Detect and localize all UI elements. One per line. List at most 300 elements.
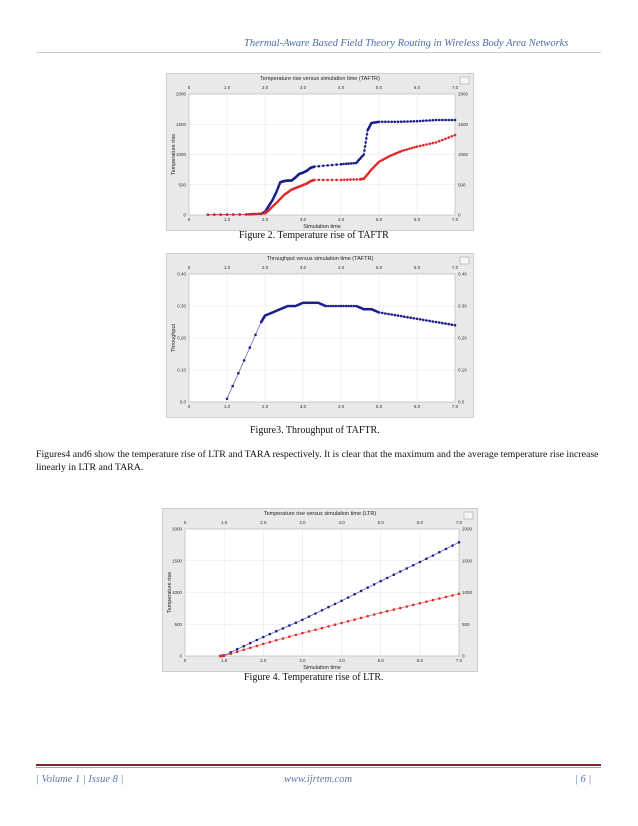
data-point [422, 120, 425, 123]
x-tick-label-top: 4.0 [338, 520, 345, 525]
data-point [413, 317, 416, 320]
data-point [318, 165, 321, 168]
data-point [435, 141, 438, 144]
x-tick-label-top: 5.0 [375, 85, 383, 90]
data-point [269, 641, 272, 644]
data-point [406, 120, 409, 123]
y-tick-label-right: 500 [458, 182, 466, 188]
data-point [350, 162, 353, 165]
x-tick-label: 4.0 [337, 404, 345, 409]
data-point [425, 600, 428, 603]
data-point [438, 597, 441, 600]
x-tick-label: 7.0 [455, 658, 463, 663]
data-point [282, 627, 285, 630]
x-tick-label-top: 6.0 [413, 85, 421, 90]
data-point [249, 642, 252, 645]
data-point [381, 312, 384, 315]
data-point [340, 622, 343, 625]
x-tick-label: 2.0 [260, 658, 267, 663]
data-point [254, 334, 257, 337]
data-point [403, 120, 406, 123]
data-point [350, 305, 353, 308]
data-point [393, 608, 396, 611]
data-point [438, 140, 441, 143]
data-point [451, 323, 454, 326]
data-point [454, 134, 457, 137]
data-point [416, 318, 419, 321]
data-point [413, 146, 416, 149]
data-point [314, 612, 317, 615]
data-point [390, 121, 393, 124]
y-tick-label-right: 0.30 [458, 303, 467, 309]
data-point [219, 213, 222, 216]
data-point [308, 630, 311, 633]
data-point [251, 213, 254, 216]
data-point [444, 322, 447, 325]
y-tick-label: 1000 [175, 152, 186, 157]
data-point [322, 179, 325, 182]
x-tick-label-top: 3.0 [299, 85, 307, 90]
data-point [313, 179, 316, 182]
data-point [419, 318, 422, 321]
y-tick-label: 1500 [171, 558, 182, 564]
data-point [226, 213, 229, 216]
data-point [364, 141, 367, 144]
footer-page-number: | 6 | [575, 774, 592, 785]
data-point [242, 645, 245, 648]
data-point [223, 654, 226, 657]
data-point [411, 147, 414, 150]
zoom-icon [460, 77, 469, 84]
data-point [387, 121, 390, 124]
data-point [343, 179, 346, 182]
x-tick-label: 4.0 [338, 658, 345, 663]
data-point [444, 138, 447, 141]
data-point [353, 618, 356, 621]
data-point [232, 213, 235, 216]
data-point [379, 580, 382, 583]
x-tick-label: 5.0 [375, 217, 383, 222]
data-point [438, 119, 441, 122]
data-point [340, 600, 343, 603]
data-point [353, 593, 356, 596]
data-point [326, 164, 329, 167]
data-point [435, 321, 438, 324]
data-point [335, 179, 338, 182]
data-point [288, 624, 291, 627]
data-point [394, 121, 397, 124]
data-point [275, 630, 278, 633]
data-point [326, 179, 329, 182]
y-tick-label: 500 [174, 621, 182, 627]
x-tick-label-top: 7.0 [451, 265, 459, 270]
x-tick-label: 1.0 [223, 404, 231, 409]
data-point [242, 649, 245, 652]
x-tick-label: 5.0 [375, 404, 383, 409]
data-point [394, 314, 397, 317]
data-point [451, 135, 454, 138]
data-point [262, 636, 265, 639]
data-point [342, 305, 345, 308]
data-point [249, 647, 252, 650]
data-point [262, 643, 265, 646]
x-tick-label-top: 1.0 [223, 85, 231, 90]
data-point [347, 305, 350, 308]
data-point [347, 620, 350, 623]
data-point [445, 596, 448, 599]
data-point [322, 165, 325, 168]
data-point [381, 121, 384, 124]
y-tick-label: 2000 [175, 91, 186, 97]
data-point [342, 163, 345, 166]
y-tick-label-right: 0 [462, 653, 465, 659]
data-point [386, 577, 389, 580]
data-point [412, 564, 415, 567]
data-point [301, 632, 304, 635]
x-tick-label-top: 5.0 [375, 265, 383, 270]
data-point [226, 398, 229, 401]
data-point [397, 314, 400, 317]
y-tick-label: 0.10 [177, 367, 186, 373]
x-tick-label-top: 1.0 [223, 265, 231, 270]
figure-2-chart [166, 73, 474, 231]
x-tick-label: 2.0 [261, 404, 269, 409]
y-axis-label: Throughput [171, 323, 177, 353]
data-point [366, 586, 369, 589]
data-point [249, 346, 252, 349]
footer-rule [36, 764, 601, 766]
data-point [397, 121, 400, 124]
data-point [356, 178, 359, 181]
y-tick-label-right: 0.20 [458, 335, 467, 341]
data-point [384, 121, 387, 124]
data-point [327, 606, 330, 609]
data-point [345, 163, 348, 166]
y-tick-label: 0.30 [177, 303, 186, 309]
x-tick-label-top: 7.0 [451, 85, 459, 90]
x-tick-label: 2.0 [261, 217, 269, 222]
data-point [269, 633, 272, 636]
data-point [275, 639, 278, 642]
data-point [447, 323, 450, 326]
data-point [261, 212, 264, 215]
y-tick-label-right: 0.40 [458, 271, 467, 277]
x-tick-label-top: 6.0 [416, 520, 423, 525]
data-point [422, 144, 425, 147]
x-tick-label: 3.0 [299, 217, 307, 222]
data-point [352, 162, 355, 165]
data-point [366, 615, 369, 618]
x-tick-label-top: 0 [183, 520, 187, 525]
data-point [325, 305, 328, 308]
data-point [327, 305, 330, 308]
data-point [451, 119, 454, 122]
data-point [331, 179, 334, 182]
data-point [231, 385, 234, 388]
data-point [238, 213, 241, 216]
data-point [390, 313, 393, 316]
x-tick-label: 7.0 [451, 217, 459, 222]
x-tick-label-top: 0 [187, 85, 191, 90]
data-point [340, 305, 343, 308]
x-tick-label-top: 3.0 [299, 520, 306, 525]
y-tick-label-right: 2000 [458, 91, 469, 97]
y-tick-label-right: 0.0 [458, 399, 465, 405]
figure-4-caption: Figure 4. Temperature rise of LTR. [244, 672, 384, 683]
data-point [432, 142, 435, 145]
x-tick-label: 6.0 [413, 404, 421, 409]
data-point [256, 639, 259, 642]
data-point [330, 305, 333, 308]
data-point [321, 627, 324, 630]
data-point [425, 143, 428, 146]
x-tick-label-top: 2.0 [261, 85, 269, 90]
chart-title: Throughput versus simulation time (TAFTR) [266, 256, 374, 262]
data-point [243, 359, 246, 362]
data-point [347, 162, 350, 165]
data-point [406, 316, 409, 319]
data-point [349, 178, 352, 181]
y-tick-label-right: 1500 [458, 121, 469, 127]
data-point [425, 557, 428, 560]
data-point [340, 179, 343, 182]
data-point [419, 602, 422, 605]
data-point [352, 178, 355, 181]
x-axis-label: Simulation time [303, 665, 341, 671]
x-axis-label: Simulation time [303, 224, 341, 230]
data-point [409, 120, 412, 123]
footer-rule-secondary [36, 767, 601, 768]
data-point [416, 145, 419, 148]
data-point [445, 548, 448, 551]
data-point [419, 145, 422, 148]
data-point [213, 213, 216, 216]
data-point [451, 544, 454, 547]
data-point [229, 652, 232, 655]
y-tick-label: 0.40 [177, 271, 186, 277]
data-point [345, 305, 348, 308]
data-point [425, 319, 428, 322]
data-point [384, 312, 387, 315]
x-tick-label-top: 0 [187, 265, 191, 270]
data-point [428, 119, 431, 122]
data-point [327, 625, 330, 628]
x-tick-label: 3.0 [299, 404, 307, 409]
data-point [334, 623, 337, 626]
data-point [432, 554, 435, 557]
figure-3-caption: Figure3. Throughput of TAFTR. [250, 425, 380, 436]
data-point [406, 567, 409, 570]
x-tick-label: 6.0 [416, 658, 423, 663]
data-point [447, 119, 450, 122]
data-point [347, 596, 350, 599]
x-tick-label-top: 7.0 [455, 520, 463, 525]
x-tick-label: 6.0 [413, 217, 421, 222]
data-point [236, 648, 239, 651]
data-point [386, 610, 389, 613]
y-tick-label-right: 0.10 [458, 367, 467, 373]
data-point [318, 179, 321, 182]
y-tick-label: 0.0 [179, 399, 186, 405]
x-tick-label: 1.0 [223, 217, 231, 222]
y-tick-label-right: 0 [458, 212, 461, 218]
data-point [412, 604, 415, 607]
data-point [335, 163, 338, 166]
data-point [254, 213, 257, 216]
data-point [444, 119, 447, 122]
y-tick-label: 1000 [171, 590, 182, 595]
data-point [295, 621, 298, 624]
data-point [301, 619, 304, 622]
data-point [447, 136, 450, 139]
data-point [419, 120, 422, 123]
data-point [432, 599, 435, 602]
data-point [419, 561, 422, 564]
x-tick-label: 0 [187, 217, 191, 222]
data-point [352, 305, 355, 308]
y-tick-label: 1500 [175, 121, 186, 127]
data-point [425, 119, 428, 122]
data-point [432, 320, 435, 323]
x-tick-label-top: 1.0 [221, 520, 228, 525]
data-point [332, 305, 335, 308]
data-point [435, 119, 438, 122]
data-point [400, 315, 403, 318]
data-point [406, 148, 409, 151]
zoom-icon [464, 512, 473, 519]
zoom-icon [460, 257, 469, 264]
data-point [441, 139, 444, 142]
x-tick-label-top: 4.0 [337, 265, 345, 270]
chart-title: Temperature rise versus simulation time (TAFTR) [260, 76, 380, 82]
y-tick-label-right: 1000 [458, 152, 469, 157]
data-point [373, 583, 376, 586]
data-point [413, 120, 416, 123]
data-point [363, 153, 366, 156]
data-point [245, 213, 248, 216]
data-point [373, 613, 376, 616]
data-point [288, 635, 291, 638]
data-point [236, 651, 239, 654]
y-tick-label: 500 [178, 182, 186, 188]
x-tick-label-top: 3.0 [299, 265, 307, 270]
x-tick-label: 5.0 [377, 658, 384, 663]
data-point [346, 178, 349, 181]
data-point [422, 319, 425, 322]
data-point [403, 315, 406, 318]
data-point [399, 607, 402, 610]
data-point [454, 119, 457, 122]
y-tick-label: 2000 [171, 526, 182, 532]
data-point [313, 165, 316, 168]
data-point [364, 145, 367, 148]
data-point [360, 617, 363, 620]
y-tick-label-right: 500 [462, 621, 470, 627]
data-point [335, 305, 338, 308]
data-point [295, 634, 298, 637]
x-tick-label-top: 2.0 [260, 520, 267, 525]
x-tick-label: 4.0 [337, 217, 345, 222]
data-point [428, 143, 431, 146]
data-point [308, 615, 311, 618]
x-tick-label: 7.0 [451, 404, 459, 409]
data-point [248, 213, 251, 216]
data-point [365, 137, 368, 140]
footer-volume: | Volume 1 | Issue 8 | [36, 774, 124, 785]
x-tick-label-top: 2.0 [261, 265, 269, 270]
x-tick-label-top: 5.0 [377, 520, 384, 525]
figure-4-chart [162, 508, 478, 672]
data-point [401, 150, 404, 153]
data-point [438, 551, 441, 554]
data-point [400, 120, 403, 123]
x-tick-label-top: 6.0 [413, 265, 421, 270]
data-point [416, 120, 419, 123]
data-point [282, 637, 285, 640]
data-point [314, 629, 317, 632]
data-point [360, 590, 363, 593]
data-point [337, 305, 340, 308]
data-point [406, 605, 409, 608]
data-point [454, 324, 457, 327]
y-tick-label: 0 [183, 212, 186, 218]
chart-title: Temperature rise versus simulation time (LTR) [263, 511, 377, 517]
y-tick-label: 0 [179, 653, 182, 659]
body-paragraph: Figures4 and6 show the temperature rise of LTR and TARA respectively. It is clear that the maximum and the average temperature rise increase linearly in LTR and TARA. [36, 449, 599, 473]
data-point [378, 121, 381, 124]
y-tick-label-right: 2000 [462, 526, 473, 532]
data-point [399, 570, 402, 573]
data-point [256, 645, 259, 648]
data-point [458, 541, 461, 544]
data-point [334, 603, 337, 606]
data-point [428, 320, 431, 323]
data-point [207, 213, 210, 216]
data-point [403, 149, 406, 152]
data-point [458, 593, 461, 596]
data-point [379, 612, 382, 615]
data-point [409, 316, 412, 319]
figure-2-caption: Figure 2. Temperature rise of TAFTR [239, 230, 389, 241]
x-tick-label: 0 [187, 404, 191, 409]
data-point [340, 163, 343, 166]
figure-3-chart [166, 253, 474, 418]
data-point [331, 164, 334, 167]
data-point [441, 119, 444, 122]
data-point [387, 313, 390, 316]
data-point [438, 321, 441, 324]
data-point [257, 212, 260, 215]
y-tick-label: 0.20 [177, 335, 186, 341]
data-point [366, 133, 369, 136]
x-tick-label: 3.0 [299, 658, 306, 663]
running-header: Thermal-Aware Based Field Theory Routing in Wireless Body Area Networks [244, 38, 569, 49]
x-tick-label-top: 4.0 [337, 85, 345, 90]
data-point [393, 573, 396, 576]
data-point [432, 119, 435, 122]
y-axis-label: Temperature rise [167, 571, 173, 614]
y-tick-label-right: 1000 [462, 590, 473, 595]
data-point [378, 311, 381, 314]
y-tick-label-right: 1500 [462, 558, 473, 564]
data-point [237, 372, 240, 375]
footer-website: www.ijrtem.com [284, 774, 353, 785]
data-point [451, 594, 454, 597]
data-point [441, 322, 444, 325]
data-point [408, 148, 411, 151]
data-point [321, 609, 324, 612]
x-tick-label: 1.0 [221, 658, 228, 663]
